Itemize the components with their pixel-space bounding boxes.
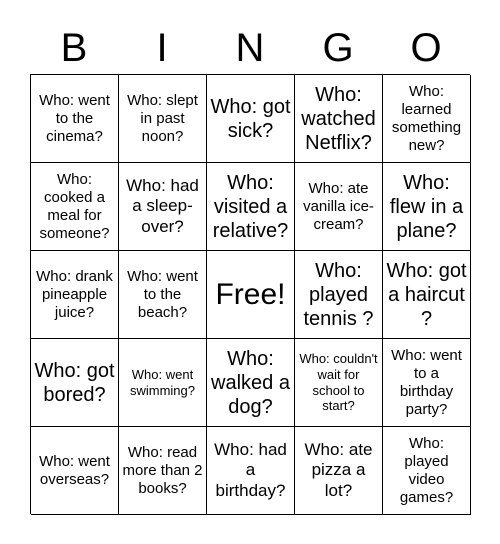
header-letter-i: I: [156, 26, 168, 70]
bingo-board: [30, 74, 470, 514]
bingo-cell[interactable]: Who: flew in a plane?: [383, 163, 471, 251]
bingo-cell[interactable]: Who: went to the beach?: [119, 251, 207, 339]
bingo-cell[interactable]: Who: couldn't wait for school to start?: [295, 339, 383, 427]
header-letter-b: B: [60, 26, 88, 70]
bingo-cell[interactable]: Who: watched Netflix?: [295, 75, 383, 163]
bingo-cell[interactable]: Who: went to a birthday party?: [383, 339, 471, 427]
bingo-cell[interactable]: Who: got a haircut ?: [383, 251, 471, 339]
header-letter-g: G: [322, 26, 354, 70]
bingo-cell[interactable]: Who: got sick?: [207, 75, 295, 163]
bingo-cell[interactable]: Who: played tennis ?: [295, 251, 383, 339]
free-space-cell[interactable]: Free!: [207, 251, 295, 339]
bingo-cell[interactable]: Who: had a birthday?: [207, 427, 295, 515]
bingo-cell[interactable]: Who: had a sleep-over?: [119, 163, 207, 251]
bingo-cell[interactable]: Who: went overseas?: [31, 427, 119, 515]
bingo-cell[interactable]: Who: drank pineapple juice?: [31, 251, 119, 339]
header-letter-n: N: [235, 26, 265, 70]
bingo-header: [30, 22, 470, 74]
bingo-cell[interactable]: Who: cooked a meal for someone?: [31, 163, 119, 251]
bingo-cell[interactable]: Who: walked a dog?: [207, 339, 295, 427]
header-letter-o: O: [410, 26, 442, 70]
bingo-cell[interactable]: Who: ate vanilla ice-cream?: [295, 163, 383, 251]
bingo-cell[interactable]: Who: played video games?: [383, 427, 471, 515]
bingo-cell[interactable]: Who: went to the cinema?: [31, 75, 119, 163]
bingo-cell[interactable]: Who: ate pizza a lot?: [295, 427, 383, 515]
bingo-cell[interactable]: Who: slept in past noon?: [119, 75, 207, 163]
bingo-cell[interactable]: Who: visited a relative?: [207, 163, 295, 251]
bingo-cell[interactable]: Who: went swimming?: [119, 339, 207, 427]
bingo-cell[interactable]: Who: read more than 2 books?: [119, 427, 207, 515]
bingo-cell[interactable]: Who: got bored?: [31, 339, 119, 427]
bingo-cell[interactable]: Who: learned something new?: [383, 75, 471, 163]
